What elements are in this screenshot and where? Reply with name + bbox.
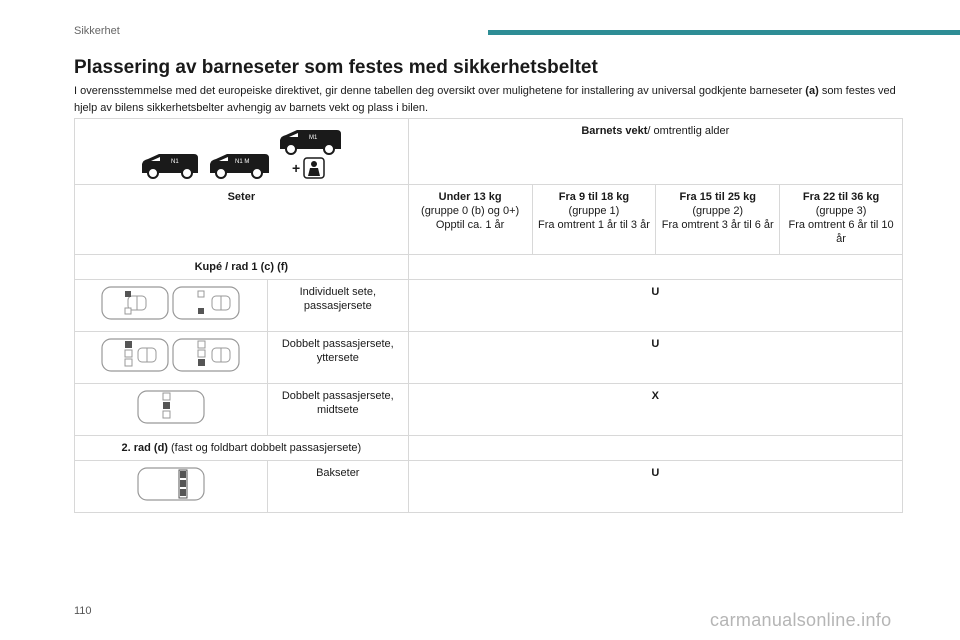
car-seat-layout-icon <box>172 338 240 372</box>
section-row-1-empty <box>408 255 902 280</box>
group-title: Fra 22 til 36 kg <box>802 191 880 203</box>
svg-text:M1: M1 <box>309 135 318 141</box>
group-class: (gruppe 2) <box>692 205 744 217</box>
van-short-icon <box>139 151 201 179</box>
car-seat-layout-icon <box>137 467 205 501</box>
seat-value: U <box>408 332 902 384</box>
weight-header-bold: Barnets vekt <box>581 125 648 137</box>
weight-header-cell <box>408 119 902 185</box>
weight-group-2 <box>656 185 780 255</box>
group-age: Opptil ca. 1 år <box>435 219 505 231</box>
intro-ref: (a) <box>805 85 819 97</box>
car-seat-layout-icon <box>137 390 205 424</box>
group-title: Under 13 kg <box>438 191 502 203</box>
seat-value: X <box>408 384 902 436</box>
group-age: Fra omtrent 1 år til 3 år <box>537 219 650 231</box>
weight-group-0 <box>408 185 532 255</box>
intro-paragraph <box>74 83 904 117</box>
svg-text:N1 M: N1 M <box>235 159 250 165</box>
page-number: 110 <box>74 605 92 617</box>
seat-diagram-cell <box>75 384 268 436</box>
section-row-2-empty <box>408 436 902 461</box>
seat-label: Dobbelt passasjersete, yttersete <box>267 332 408 384</box>
car-seat-layout-icon <box>101 286 169 320</box>
van-long-icon <box>277 127 343 155</box>
watermark: carmanualsonline.info <box>710 610 892 630</box>
group-title: Fra 15 til 25 kg <box>679 191 756 203</box>
vehicle-icons-cell <box>75 119 409 185</box>
group-class: (gruppe 3) <box>815 205 867 217</box>
svg-text:N1: N1 <box>171 159 180 165</box>
weight-header-rest: / omtrentlig alder <box>647 125 730 137</box>
seat-diagram-cell <box>75 461 268 513</box>
group-age: Fra omtrent 3 år til 6 år <box>661 219 774 231</box>
van-medium-icon <box>207 151 271 179</box>
weight-group-1 <box>532 185 656 255</box>
header-accent-bar <box>488 30 960 35</box>
group-class: (gruppe 0 (b) og 0+) <box>421 205 520 217</box>
seat-diagram-cell <box>75 280 268 332</box>
section-row-2 <box>75 436 409 461</box>
section-row-1: Kupé / rad 1 (c) (f) <box>75 255 409 280</box>
intro-text-2: som festes ved hjelp av bilens sikkerhetsbelter avhengig av barnets vekt og plass i bilen. <box>74 85 896 114</box>
section-row-2-bold: 2. rad (d) <box>121 442 168 454</box>
group-age: Fra omtrent 6 år til 10 år <box>788 219 894 245</box>
seat-value: U <box>408 461 902 513</box>
seat-value: U <box>408 280 902 332</box>
child-seat-table <box>74 118 903 513</box>
seat-label: Bakseter <box>267 461 408 513</box>
seat-label: Dobbelt passasjersete, midtsete <box>267 384 408 436</box>
car-seat-layout-icon <box>101 338 169 372</box>
svg-text:+: + <box>292 160 301 176</box>
seats-label: Seter <box>75 185 409 255</box>
weight-group-3 <box>780 185 903 255</box>
plus-passenger-icon <box>292 157 328 179</box>
page-title: Plassering av barneseter som festes med sikkerhetsbeltet <box>74 57 598 78</box>
group-class: (gruppe 1) <box>568 205 620 217</box>
seat-label: Individuelt sete, passasjersete <box>267 280 408 332</box>
intro-text: I overensstemmelse med det europeiske direktivet, gir denne tabellen deg oversikt over mulighetene for installering av universal godkjente barneseter <box>74 85 803 97</box>
section-row-2-rest: (fast og foldbart dobbelt passasjersete) <box>167 442 362 454</box>
section-label: Sikkerhet <box>74 25 120 37</box>
seat-diagram-cell <box>75 332 268 384</box>
group-title: Fra 9 til 18 kg <box>558 191 630 203</box>
car-seat-layout-icon <box>172 286 240 320</box>
